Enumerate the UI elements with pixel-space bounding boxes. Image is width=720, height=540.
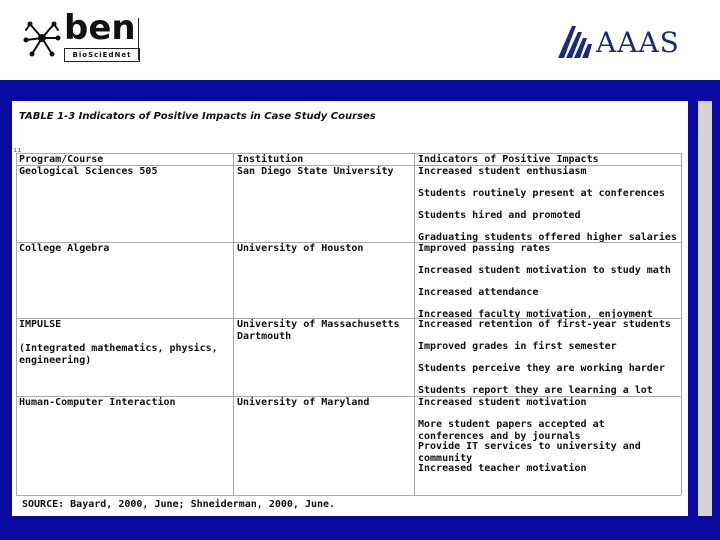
table-column-rule bbox=[233, 153, 234, 495]
table-column-rule bbox=[681, 153, 682, 495]
indicator-cell: Improved grades in first semester bbox=[418, 341, 617, 352]
indicator-cell: Improved passing rates bbox=[418, 243, 551, 254]
program-cell: engineering) bbox=[19, 355, 92, 366]
indicator-cell: Increased student motivation bbox=[418, 397, 587, 408]
institution-cell: University of Houston bbox=[237, 243, 364, 254]
column-header: Institution bbox=[237, 154, 304, 165]
indicator-cell: Students perceive they are working harder bbox=[418, 363, 665, 374]
indicator-cell: Increased retention of first-year students bbox=[418, 319, 671, 330]
indicator-cell: Students report they are learning a lot bbox=[418, 385, 653, 396]
ben-logo-subtitle: BioSciEdNet bbox=[64, 48, 140, 62]
table-column-rule bbox=[414, 153, 415, 495]
indicator-cell: Provide IT services to university and bbox=[418, 441, 641, 452]
aaas-logo-text: AAAS bbox=[596, 26, 680, 59]
ben-logo bbox=[22, 8, 140, 64]
table-rule bbox=[16, 318, 681, 319]
indicator-cell: Increased faculty motivation, enjoyment bbox=[418, 309, 653, 320]
institution-cell: Dartmouth bbox=[237, 331, 292, 342]
aaas-logo bbox=[556, 24, 680, 64]
margin-mark: ıı bbox=[13, 146, 22, 154]
table-title: TABLE 1-3 Indicators of Positive Impacts in Case Study Courses bbox=[19, 111, 376, 122]
column-header: Program/Course bbox=[19, 154, 104, 165]
table-rule bbox=[16, 153, 681, 154]
table-column-rule bbox=[16, 153, 17, 495]
indicator-cell: Students hired and promoted bbox=[418, 210, 581, 221]
program-cell: (Integrated mathematics, physics, bbox=[19, 343, 218, 354]
indicator-cell: Increased teacher motivation bbox=[418, 463, 587, 474]
indicator-cell: conferences and by journals bbox=[418, 431, 581, 442]
program-cell: IMPULSE bbox=[19, 319, 62, 330]
indicator-cell: Students routinely present at conferences bbox=[418, 188, 665, 199]
network-icon bbox=[22, 16, 62, 60]
table-rule bbox=[16, 242, 681, 243]
column-header: Indicators of Positive Impacts bbox=[418, 154, 599, 165]
table-source: SOURCE: Bayard, 2000, June; Shneiderman, 2000, June. bbox=[22, 499, 336, 510]
aaas-emblem-icon bbox=[556, 24, 596, 60]
indicator-cell: community bbox=[418, 453, 473, 464]
table-rule bbox=[16, 495, 681, 496]
indicator-cell: Graduating students offered higher salaries bbox=[418, 232, 677, 243]
program-cell: Human-Computer Interaction bbox=[19, 397, 176, 408]
indicator-cell: Increased student enthusiasm bbox=[418, 166, 587, 177]
indicator-cell: More student papers accepted at bbox=[418, 419, 605, 430]
table-rule bbox=[16, 396, 681, 397]
institution-cell: University of Maryland bbox=[237, 397, 370, 408]
institution-cell: San Diego State University bbox=[237, 166, 394, 177]
slide-content bbox=[12, 101, 688, 516]
vertical-scrollbar[interactable] bbox=[698, 101, 712, 516]
indicator-cell: Increased student motivation to study math bbox=[418, 265, 671, 276]
program-cell: Geological Sciences 505 bbox=[19, 166, 158, 177]
institution-cell: University of Massachusetts bbox=[237, 319, 400, 330]
indicator-cell: Increased attendance bbox=[418, 287, 539, 298]
header bbox=[0, 0, 720, 80]
program-cell: College Algebra bbox=[19, 243, 110, 254]
ben-logo-text: ben bbox=[64, 8, 136, 48]
